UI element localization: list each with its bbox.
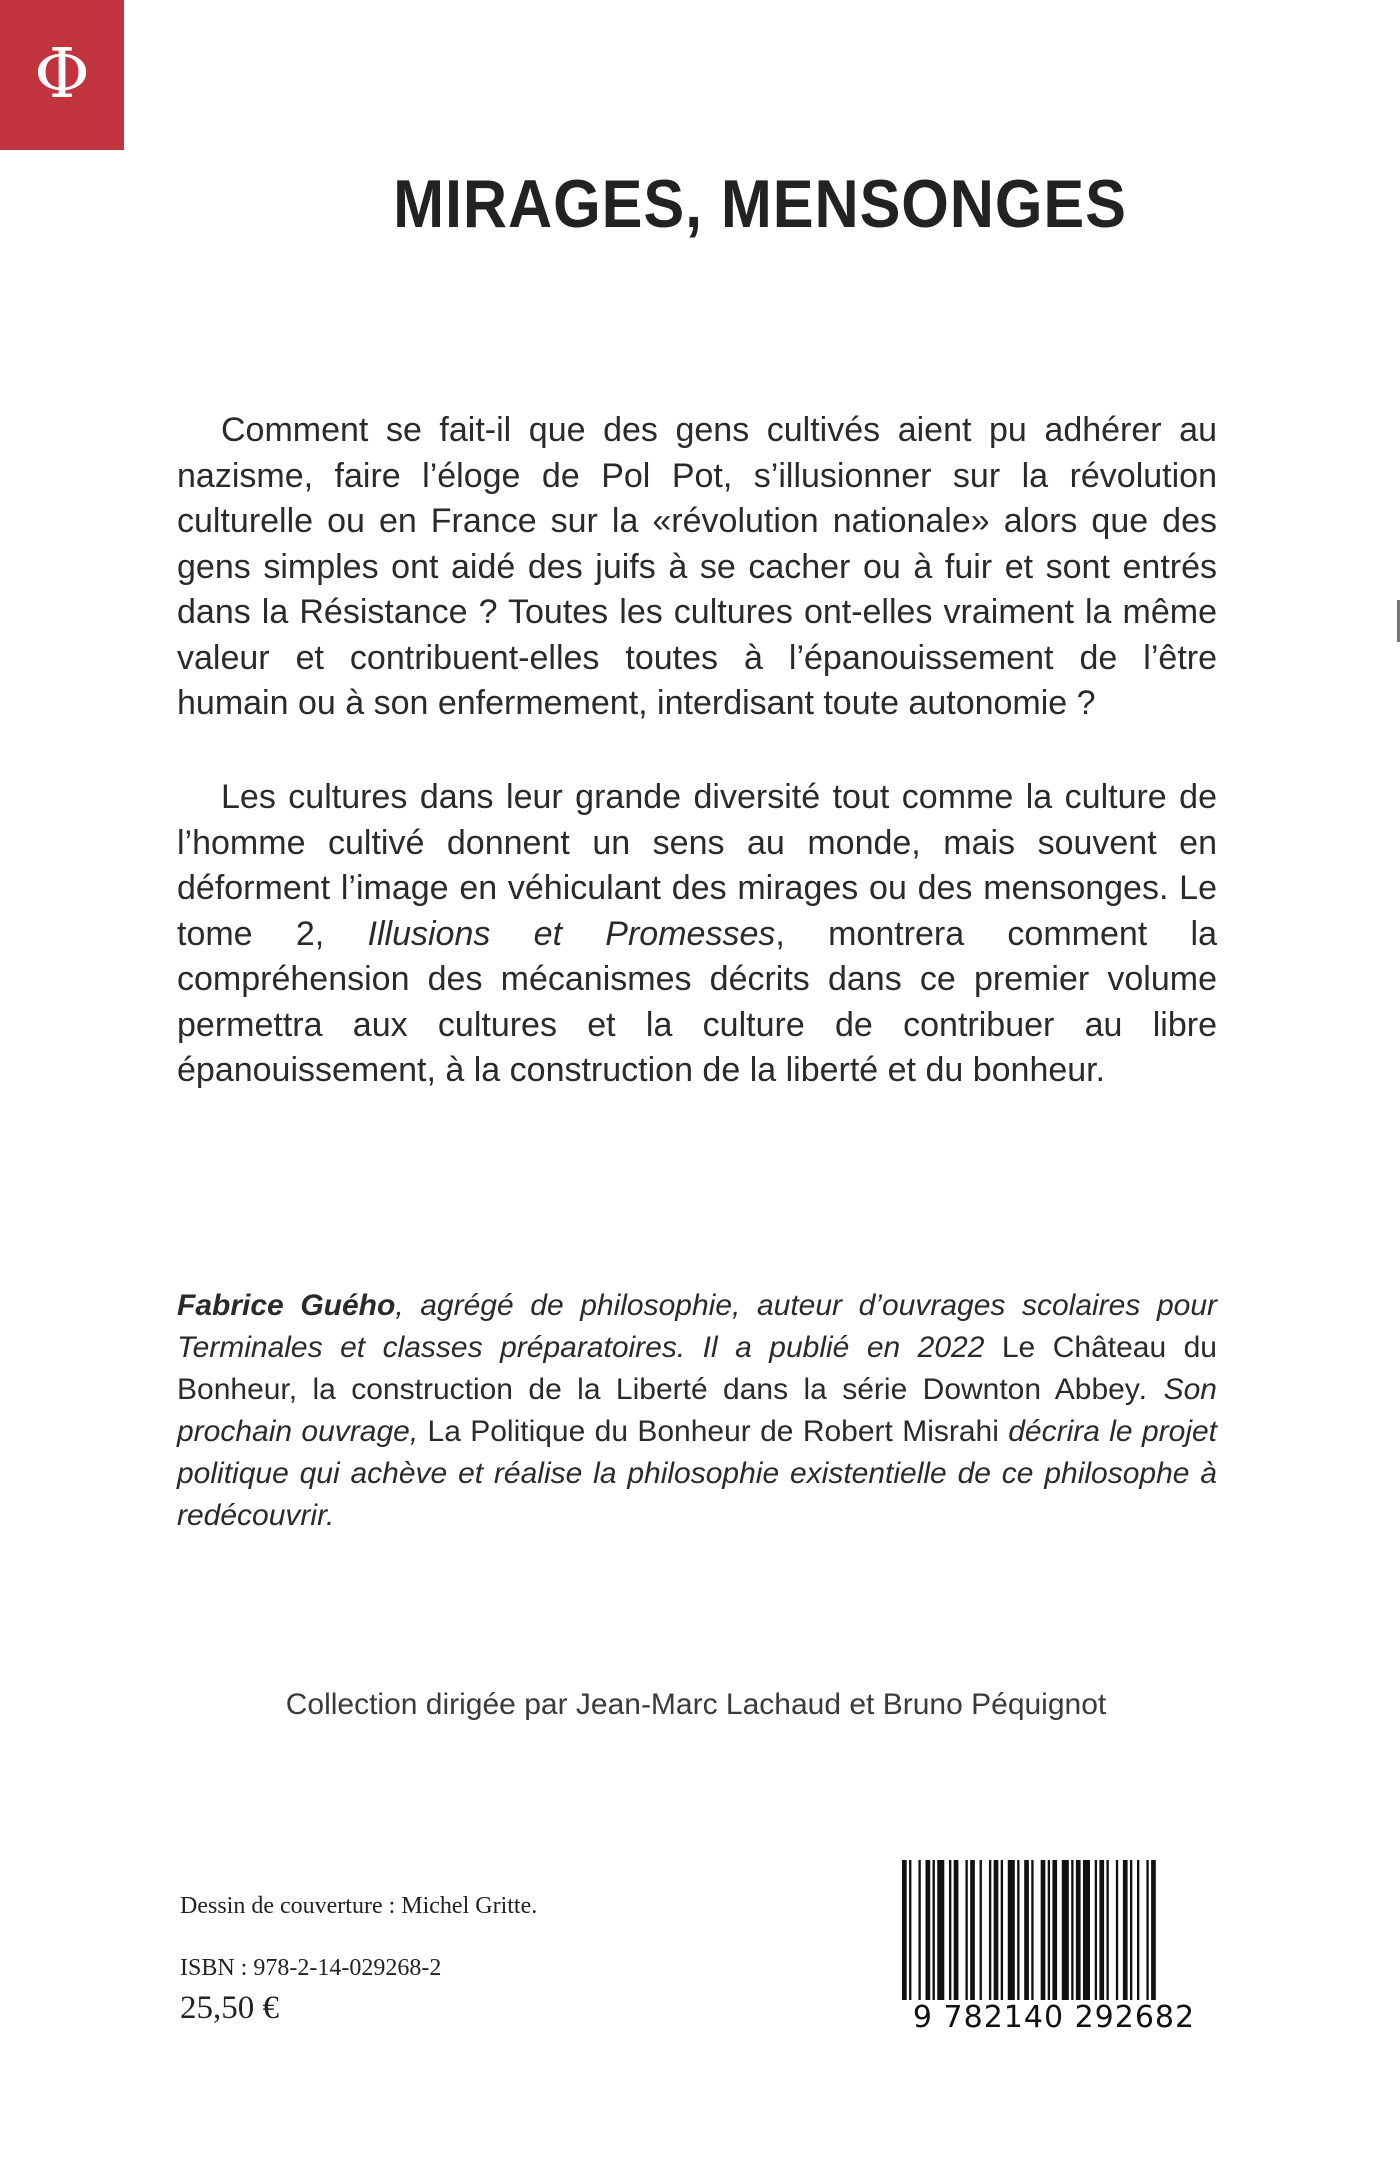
barcode-bar bbox=[1024, 1860, 1029, 2005]
tome-2-title: Illusions et Promesses bbox=[367, 914, 776, 953]
barcode-bar bbox=[1052, 1860, 1057, 2005]
bio-text-3: décrira le projet politique qui achève et réalise la philosophie existentielle de ce philosophe à redécouvrir. bbox=[177, 1415, 1218, 1532]
summary-paragraph-1 bbox=[177, 408, 1217, 727]
barcode-bar bbox=[954, 1860, 959, 2005]
barcode-bar bbox=[918, 1860, 920, 2005]
barcode-bar bbox=[1137, 1860, 1139, 2005]
phi-logo-icon: Φ bbox=[34, 35, 90, 114]
barcode-bar bbox=[1123, 1860, 1128, 2005]
barcode-bar bbox=[933, 1860, 935, 2005]
barcode-bar bbox=[949, 1860, 951, 2005]
barcode-bar bbox=[1095, 1860, 1097, 2005]
bio-book-2: La Politique du Bonheur de Robert Misrahi bbox=[427, 1415, 999, 1448]
publisher-logo bbox=[0, 0, 124, 150]
author-name: Fabrice Guého bbox=[177, 1289, 396, 1322]
bio-text-1: , agrégé de philosophie, auteur d’ouvrages scolaires pour Terminales et classes préparatoires. Il a publié en 2022 bbox=[177, 1289, 1217, 1364]
summary-text-2b: , montrera comment la compréhension des mécanismes décrits dans ce premier volume permettra aux cultures et la culture de contribuer au libre épanouissement, à la construction de la liberté et du bonheur. bbox=[177, 914, 1218, 1089]
barcode-bar bbox=[1031, 1860, 1033, 2020]
collection-text: Collection dirigée par Jean-Marc Lachaud et Bruno Péquignot bbox=[285, 1688, 1107, 1721]
barcode-bar bbox=[970, 1860, 975, 2005]
barcode-bar bbox=[989, 1860, 991, 2005]
barcode-bar bbox=[1116, 1860, 1118, 2005]
barcode-bar bbox=[1130, 1860, 1132, 2005]
barcode-bar bbox=[1076, 1860, 1081, 2005]
barcode-bar bbox=[1106, 1860, 1108, 2005]
barcode-icon bbox=[896, 1860, 1212, 2040]
author-bio bbox=[177, 1285, 1217, 1537]
barcode-bar bbox=[1008, 1860, 1015, 2005]
barcode-bar bbox=[1083, 1860, 1090, 2005]
summary-text-2a: Les cultures dans leur grande diversité tout comme la culture de l’homme cultivé donnent un sens au monde, mais souvent en déforment l’image en véhiculant des mirages ou des mensonges. Le tome 2, bbox=[177, 778, 1217, 953]
barcode-bar bbox=[1001, 1860, 1003, 2005]
barcode-bar bbox=[1017, 1860, 1019, 2005]
collection-credit bbox=[0, 1688, 1400, 1722]
barcode-bar bbox=[1146, 1860, 1148, 2020]
isbn: ISBN : 978-2-14-029268-2 bbox=[180, 1955, 442, 1981]
bio-book-1: Le Château du Bonheur, la construction de la Liberté dans la série Downton Abbey bbox=[177, 1331, 1217, 1406]
barcode-bar bbox=[909, 1860, 911, 2020]
bio-text-2: . Son prochain ouvrage, bbox=[177, 1373, 1217, 1448]
barcode-bar bbox=[1062, 1860, 1069, 2005]
summary-paragraph-2 bbox=[177, 775, 1217, 1094]
barcode-digits: 9 782140 292682 bbox=[896, 2000, 1212, 2036]
cover-credit: Dessin de couverture : Michel Gritte. bbox=[180, 1893, 538, 1919]
book-title: MIRAGES, MENSONGES bbox=[393, 166, 1127, 242]
barcode-bar bbox=[926, 1860, 931, 2005]
barcode-bar bbox=[980, 1860, 982, 2005]
barcode-bar bbox=[902, 1860, 907, 2020]
barcode-bar bbox=[1041, 1860, 1046, 2020]
barcode-bar bbox=[994, 1860, 999, 2005]
summary-text-1: Comment se fait-il que des gens cultivés aient pu adhérer au nazisme, faire l’éloge de Pol Pot, s’illusionner sur la révolution culturelle ou en France sur la «révolution nationale» alors que des gens simples ont aidé des juifs à se cacher ou à fuir et sont entrés dans la Résistance ? Toutes les cultures ont-elles vraiment la même valeur et contribuent-elles toutes à l’épanouissement de l’être humain ou à son enfermement, interdisant toute autonomie ? bbox=[177, 411, 1217, 722]
barcode-bar bbox=[1071, 1860, 1073, 2005]
barcode-bar bbox=[1151, 1860, 1156, 2020]
barcode-bar bbox=[1099, 1860, 1104, 2005]
barcode-bar bbox=[965, 1860, 967, 2005]
barcode-bar bbox=[937, 1860, 944, 2005]
summary-text-2 bbox=[177, 775, 1217, 1094]
barcode-bar bbox=[1048, 1860, 1050, 2005]
price: 25,50 € bbox=[180, 1990, 279, 2026]
